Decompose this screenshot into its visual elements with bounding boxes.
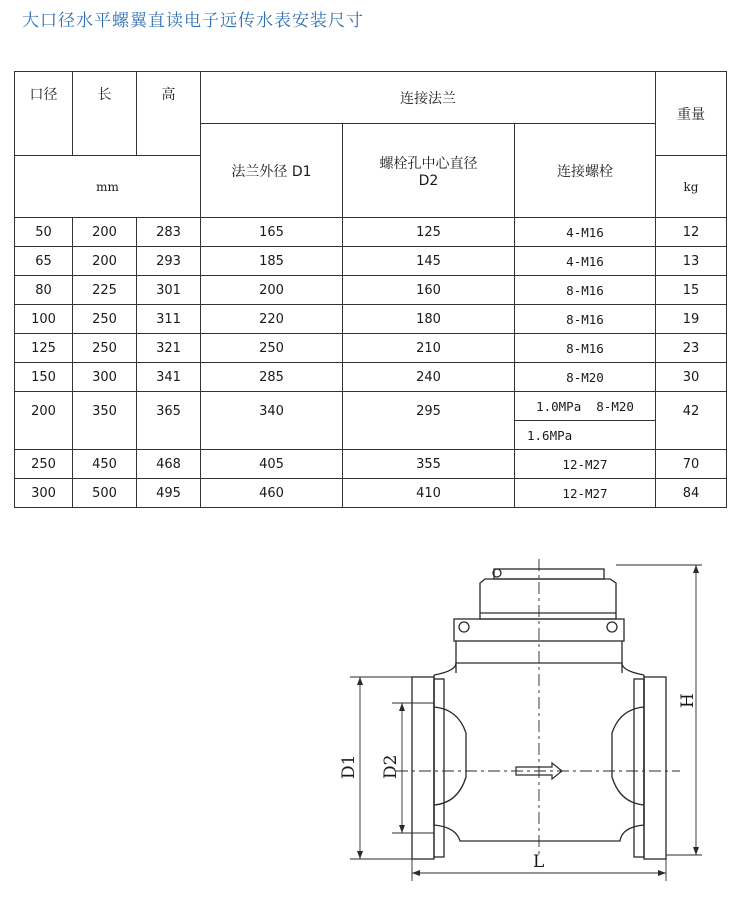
header-height: 高 (137, 72, 201, 156)
cell-dn: 65 (15, 247, 73, 276)
cell-d2: 355 (343, 450, 515, 479)
cell-bolts: 4-M16 (515, 247, 656, 276)
cell-d1: 340 (201, 392, 343, 450)
cell-d2: 145 (343, 247, 515, 276)
cell-bolts: 8-M16 (515, 276, 656, 305)
cell-length: 250 (73, 334, 137, 363)
left-flange (412, 677, 434, 859)
table-row (15, 363, 727, 392)
cell-height: 283 (137, 218, 201, 247)
table-row (15, 305, 727, 334)
cell-weight: 19 (656, 305, 727, 334)
table-row (15, 276, 727, 305)
label-d1: D1 (339, 754, 359, 779)
cell-d1: 285 (201, 363, 343, 392)
cell-length: 250 (73, 305, 137, 334)
cell-bolts-1.0mpa: 1.0MPa 8-M20 (515, 392, 656, 421)
cell-length: 225 (73, 276, 137, 305)
cell-height: 321 (137, 334, 201, 363)
cell-height: 311 (137, 305, 201, 334)
cell-bolts: 12-M27 (515, 450, 656, 479)
header-weight: 重量 (656, 72, 727, 156)
cell-d2: 210 (343, 334, 515, 363)
cell-height: 468 (137, 450, 201, 479)
cell-bolts: 8-M16 (515, 334, 656, 363)
dimension-table (14, 71, 727, 508)
cell-dn: 300 (15, 479, 73, 508)
cell-length: 300 (73, 363, 137, 392)
label-d2: D2 (381, 754, 401, 779)
table-row (15, 218, 727, 247)
cell-d2: 180 (343, 305, 515, 334)
cell-length: 500 (73, 479, 137, 508)
cell-weight: 84 (656, 479, 727, 508)
header-bolts: 连接螺栓 (515, 124, 656, 218)
cell-bolts: 8-M20 (515, 363, 656, 392)
cell-d1: 460 (201, 479, 343, 508)
cell-d1: 165 (201, 218, 343, 247)
unit-mm: mm (15, 156, 201, 218)
header-bolt-pcd-line1: 螺栓孔中心直径 (379, 155, 478, 172)
cell-height: 293 (137, 247, 201, 276)
cell-d2: 160 (343, 276, 515, 305)
cell-dn: 150 (15, 363, 73, 392)
cover-bolt-icon (459, 622, 469, 632)
header-flange-od: 法兰外径 D1 (201, 124, 343, 218)
label-l: L (533, 852, 545, 872)
right-flange (644, 677, 666, 859)
cell-dn: 80 (15, 276, 73, 305)
cell-weight: 23 (656, 334, 727, 363)
cell-weight: 12 (656, 218, 727, 247)
cell-bolts: 8-M16 (515, 305, 656, 334)
unit-kg: kg (656, 156, 727, 218)
header-bolt-pcd (343, 124, 515, 218)
header-flange-group: 连接法兰 (201, 72, 656, 124)
cell-d2: 240 (343, 363, 515, 392)
cell-weight: 42 (656, 392, 727, 450)
table-row (15, 450, 727, 479)
cell-d2: 410 (343, 479, 515, 508)
table-row (15, 479, 727, 508)
cell-bolts: 4-M16 (515, 218, 656, 247)
cell-d1: 185 (201, 247, 343, 276)
cell-d2: 125 (343, 218, 515, 247)
cell-height: 365 (137, 392, 201, 450)
cell-dn: 125 (15, 334, 73, 363)
cell-length: 200 (73, 218, 137, 247)
water-meter-drawing (330, 555, 730, 895)
cover-bolt-icon (607, 622, 617, 632)
page-title: 大口径水平螺翼直读电子远传水表安装尺寸 (22, 11, 364, 31)
cell-weight: 70 (656, 450, 727, 479)
header-bolt-pcd-line2: D2 (418, 172, 439, 189)
label-h: H (678, 693, 698, 708)
table-row (15, 334, 727, 363)
cell-weight: 15 (656, 276, 727, 305)
cell-dn: 100 (15, 305, 73, 334)
cell-dn: 50 (15, 218, 73, 247)
cell-height: 341 (137, 363, 201, 392)
cell-dn: 200 (15, 392, 73, 450)
cell-weight: 13 (656, 247, 727, 276)
cell-height: 495 (137, 479, 201, 508)
cell-d1: 220 (201, 305, 343, 334)
cell-bolts-1.6mpa: 1.6MPa (515, 421, 656, 450)
cell-dn: 250 (15, 450, 73, 479)
cell-weight: 30 (656, 363, 727, 392)
cell-height: 301 (137, 276, 201, 305)
cell-length: 450 (73, 450, 137, 479)
cell-length: 350 (73, 392, 137, 450)
cell-d1: 250 (201, 334, 343, 363)
header-caliber: 口径 (15, 72, 73, 156)
cell-d1: 200 (201, 276, 343, 305)
register-cap (494, 569, 604, 579)
cell-d1: 405 (201, 450, 343, 479)
cell-d2: 295 (343, 392, 515, 450)
table-row (15, 247, 727, 276)
table-row (15, 392, 727, 421)
cell-length: 200 (73, 247, 137, 276)
header-length: 长 (73, 72, 137, 156)
cell-bolts: 12-M27 (515, 479, 656, 508)
